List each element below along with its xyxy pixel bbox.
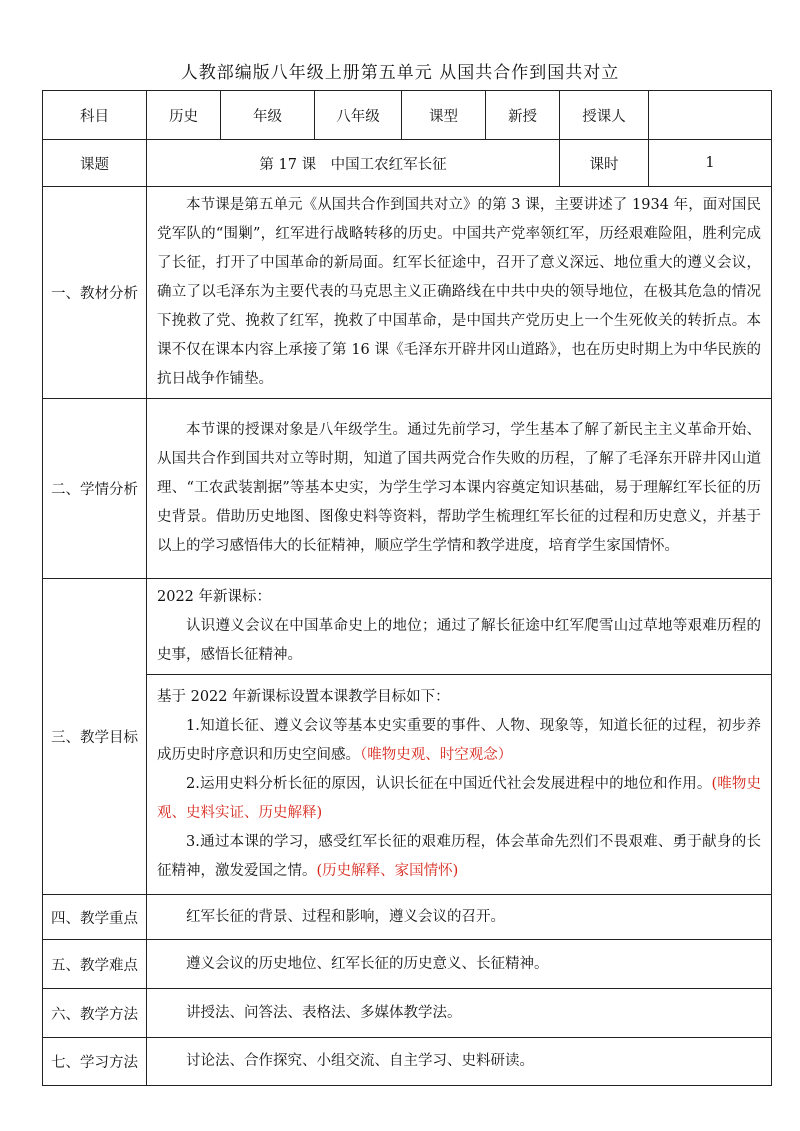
- topic-label: 课题: [43, 140, 147, 187]
- difficulties-text: 遵义会议的历史地位、红军长征的历史意义、长征精神。: [186, 955, 549, 972]
- student-analysis-cell: [147, 399, 772, 579]
- curriculum-standard-row: [43, 579, 772, 675]
- textbook-analysis-cell: [147, 187, 772, 399]
- hours-label: 课时: [560, 140, 649, 187]
- objective-2: [147, 770, 771, 828]
- objective-3-tag: (历史解释、家国情怀): [316, 863, 459, 879]
- curriculum-standard-cell: [147, 579, 772, 675]
- header-row: [43, 91, 772, 140]
- key-points-text: 红军长征的背景、过程和影响，遵义会议的召开。: [186, 908, 505, 925]
- topic-row: [43, 140, 772, 187]
- learning-methods-row: [43, 1038, 772, 1086]
- objectives-intro: 基于 2022 年新课标设置本课教学目标如下：: [157, 689, 450, 705]
- type-label: 课型: [402, 91, 486, 140]
- learning-methods-cell: [147, 1038, 772, 1086]
- teacher-value: [649, 91, 772, 140]
- grade-value: 八年级: [315, 91, 402, 140]
- learning-methods-label: 七、学习方法: [43, 1038, 147, 1086]
- textbook-analysis-row: [43, 187, 772, 399]
- subject-label: 科目: [43, 91, 147, 140]
- textbook-analysis-label: 一、教材分析: [43, 187, 147, 399]
- objective-3-text: 3.通过本课的学习，感受红军长征的艰难历程，体会革命先烈们不畏艰难、勇于献身的长征精神，激发爱国之情。: [157, 834, 761, 879]
- teaching-methods-row: [43, 989, 772, 1038]
- student-analysis-row: [43, 399, 772, 579]
- objective-2-text: 2.运用史料分析长征的原因，认识长征在中国近代社会发展进程中的地位和作用。: [186, 776, 712, 792]
- teacher-label: 授课人: [560, 91, 649, 140]
- lesson-plan-table: [42, 90, 772, 1086]
- objective-2-tag: (唯物史观、史料实证、历史解释): [157, 776, 761, 821]
- topic-value: 第 17 课 中国工农红军长征: [147, 140, 560, 187]
- key-points-cell: [147, 895, 772, 940]
- standard-text: 认识遵义会议在中国革命史上的地位；通过了解长征途中红军爬雪山过草地等艰难历程的史事，感悟长征精神。: [157, 618, 761, 663]
- objective-1: [147, 712, 771, 770]
- hours-value: 1: [649, 140, 772, 187]
- standard-title: 2022 年新课标：: [157, 589, 272, 605]
- type-value: 新授: [486, 91, 560, 140]
- objective-1-text: 1.知道长征、遵义会议等基本史实重要的事件、人物、现象等，知道长征的过程，初步养成历史时序意识和历史空间感。: [157, 718, 761, 763]
- teaching-methods-cell: [147, 989, 772, 1038]
- objectives-label: 三、教学目标: [43, 579, 147, 895]
- teaching-methods-text: 讲授法、问答法、表格法、多媒体教学法。: [186, 1004, 462, 1021]
- difficulties-cell: [147, 940, 772, 989]
- document-title: 人教部编版八年级上册第五单元 从国共合作到国共对立: [180, 63, 620, 83]
- key-points-label: 四、教学重点: [43, 895, 147, 940]
- student-analysis-label: 二、学情分析: [43, 399, 147, 579]
- difficulties-row: [43, 940, 772, 989]
- difficulties-label: 五、教学难点: [43, 940, 147, 989]
- textbook-analysis-text: 本节课是第五单元《从国共合作到国共对立》的第 3 课，主要讲述了 1934 年，面对国民党军队的“围剿”，红军进行战略转移的历史。中国共产党率领红军，历经艰难险阻，胜利完成了长征，打开了中国革命的新局面。红军长征途中，召开了意义深远、地位重大的遵义会议，确立了以毛泽东为主要代表的马克思主义正确路线在中共中央的领导地位，在极其危急的情况下挽救了党、挽救了红军，挽救了中国革命，是中国共产党历史上一个生死攸关的转折点。本课不仅在课本内容上承接了第 16 课《毛泽东开辟井冈山道路》，也在历史时期上为中华民族的抗日战争作铺垫。: [157, 197, 761, 387]
- student-analysis-text: 本节课的授课对象是八年级学生。通过先前学习，学生基本了解了新民主主义革命开始、从国共合作到国共对立等时期，知道了国共两党合作失败的历程，了解了毛泽东开辟井冈山道理、“工农武装割据”等基本史实，为学生学习本课内容奠定知识基础，易于理解红军长征的历史背景。借助历史地图、图像史料等资料，帮助学生梳理红军长征的过程和历史意义，并基于以上的学习感悟伟大的长征精神，顺应学生学情和教学进度，培育学生家国情怀。: [157, 422, 761, 554]
- grade-label: 年级: [221, 91, 315, 140]
- key-points-row: [43, 895, 772, 940]
- objectives-row: [43, 675, 772, 895]
- subject-value: 历史: [147, 91, 221, 140]
- teaching-methods-label: 六、教学方法: [43, 989, 147, 1038]
- objective-3: [147, 828, 771, 890]
- objective-1-tag: （唯物史观、时空观念）: [360, 747, 513, 763]
- learning-methods-text: 讨论法、合作探究、小组交流、自主学习、史料研读。: [186, 1053, 534, 1069]
- objectives-cell: [147, 675, 772, 895]
